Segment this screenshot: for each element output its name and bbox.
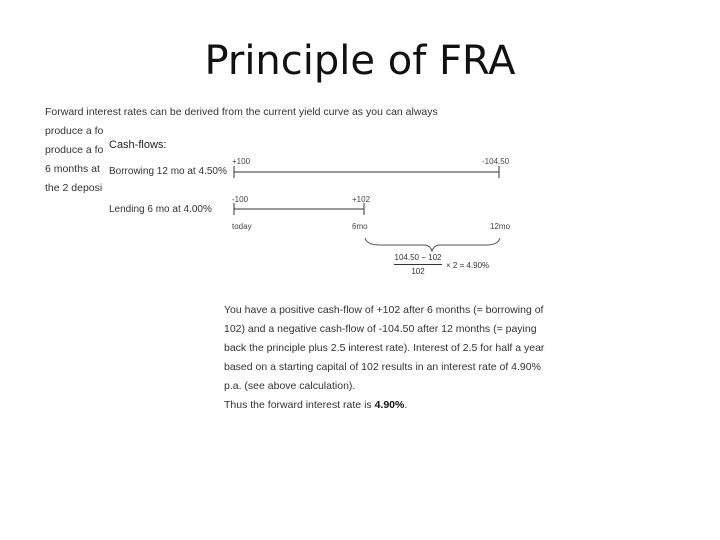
intro-line: produce a fo — [45, 125, 104, 137]
borrow-end-value: -104.50 — [482, 157, 510, 166]
explanation-line: based on a starting capital of 102 results in an interest rate of 4.90% — [224, 361, 541, 373]
conclusion-prefix: Thus the forward interest rate is — [224, 399, 375, 411]
explanation-line: back the principle plus 2.5 interest rate). Interest of 2.5 for half a year — [224, 342, 545, 354]
lend-label: Lending 6 mo at 4.00% — [109, 204, 212, 215]
curly-brace-icon — [365, 238, 500, 251]
explanation-line: You have a positive cash-flow of +102 after 6 months (= borrowing of — [224, 304, 544, 316]
cashflow-diagram — [106, 134, 526, 232]
cashflow-timeline-svg — [106, 134, 526, 232]
slide-title: Principle of FRA — [204, 38, 516, 84]
fraction-bar — [394, 264, 442, 265]
conclusion-line — [224, 399, 407, 411]
intro-line: Forward interest rates can be derived from the current yield curve as you can always — [45, 106, 438, 118]
forward-rate-value: 4.90% — [374, 399, 405, 411]
borrow-start-value: +100 — [232, 157, 251, 166]
lend-end-value: +102 — [352, 195, 371, 204]
borrow-label: Borrowing 12 mo at 4.50% — [109, 166, 227, 177]
axis-label-12mo: 12mo — [490, 222, 511, 231]
cashflow-heading: Cash-flows: — [109, 139, 167, 151]
explanation-line: 102) and a negative cash-flow of -104.50 after 12 months (= paying — [224, 323, 537, 335]
calc-denominator: 102 — [411, 267, 425, 276]
conclusion-suffix: . — [404, 399, 408, 411]
axis-label-6mo: 6mo — [352, 222, 368, 231]
intro-line: produce a fo — [45, 144, 104, 156]
axis-label-today: today — [232, 222, 252, 231]
lend-start-value: -100 — [232, 195, 249, 204]
calc-numerator: 104.50 − 102 — [394, 253, 442, 262]
calc-result: × 2 = 4.90% — [446, 261, 490, 270]
intro-line: the 2 deposi — [45, 182, 103, 194]
intro-line: 6 months at — [45, 163, 100, 175]
explanation-line: p.a. (see above calculation). — [224, 380, 356, 392]
